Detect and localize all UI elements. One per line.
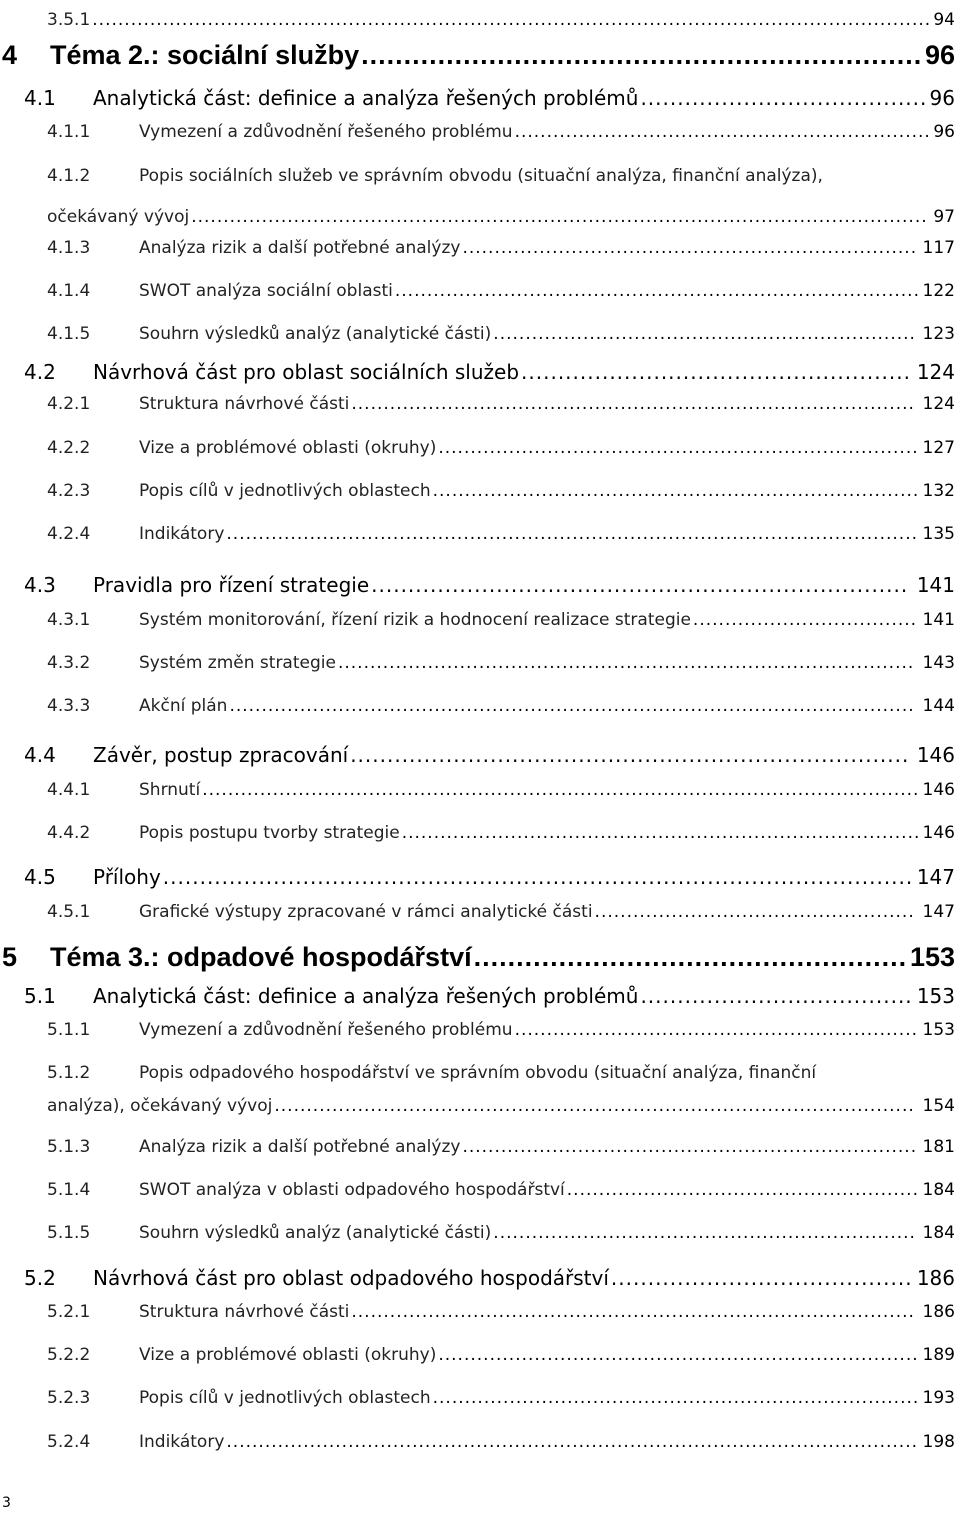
toc-entry-title: Akční plán [139,696,228,716]
toc-entry-number: 5.2.3 [47,1388,91,1408]
toc-entry-title: Popis cílů v jednotlivých oblastech [139,481,431,501]
toc-entry-number: 5 [2,942,18,972]
toc-leader-dots: ............................................................................................................ [226,524,919,544]
toc-entry-number: 5.2.4 [47,1432,91,1452]
toc-entry-continuation[interactable] [0,1086,960,1126]
toc-entry-title: Grafické výstupy zpracované v rámci analytické části [139,902,593,922]
toc-leader-dots: ............................................................................ [432,481,920,501]
toc-entry-number: 4.3.3 [47,696,91,716]
toc-entry-title: Téma 2.: sociální služby [50,40,360,70]
toc-entry-page: 181 [922,1137,955,1157]
toc-entry-number: 4.3.1 [47,610,91,630]
toc-entry-page: 141 [916,573,955,597]
toc-leader-dots: ......................................... [610,1266,913,1290]
toc-leader-dots: ....................................... [640,86,928,110]
toc-entry-page: 153 [922,1020,955,1040]
toc-entry-page: 122 [922,281,955,301]
toc-entry-number: 4.2.1 [47,394,91,414]
toc-leader-dots: ....................................................................... [462,238,918,258]
toc-entry-page: 135 [922,524,955,544]
toc-entry[interactable] [0,813,960,853]
toc-entry-page: 153 [909,942,955,972]
toc-entry[interactable] [0,228,960,268]
toc-entry[interactable] [0,314,960,354]
toc-leader-dots: .................................................................. [361,40,923,70]
toc-entry[interactable] [0,1335,960,1375]
toc-entry-title: Návrhová část pro oblast sociálních služeb [93,360,520,384]
toc-entry[interactable] [0,565,960,605]
toc-leader-dots: ............................................................... [514,1020,919,1040]
toc-entry-number: 4.1.2 [47,166,91,186]
toc-entry[interactable] [0,938,960,978]
toc-entry-number: 3.5.1 [47,10,91,30]
toc-leader-dots: ................................................................................................................................... [92,10,932,30]
toc-entry[interactable] [0,1422,960,1462]
toc-entry-title: Pravidla pro řízení strategie [93,573,370,597]
page-number: 3 [2,1495,11,1511]
toc-leader-dots: ........................................................................................ [351,1302,915,1322]
toc-leader-dots: ........................................................................... [438,438,919,458]
toc-entry-page: 154 [922,1096,955,1116]
toc-entry-page: 184 [922,1223,955,1243]
toc-entry-page: 198 [922,1432,955,1452]
toc-entry-title: Struktura návrhové části [139,1302,350,1322]
toc-entry-number: 4.1.5 [47,324,91,344]
toc-entry-page: 147 [916,865,955,889]
toc-entry-page: 146 [916,743,955,767]
toc-entry[interactable] [0,112,960,152]
toc-leader-dots: .......................................................................................... [337,653,915,673]
toc-leader-dots: ...................................................................................................... [162,865,914,889]
toc-entry-title: Indikátory [139,1432,225,1452]
toc-leader-dots: .................................................................. [493,324,916,344]
toc-entry-number: 4.4 [24,743,56,767]
toc-entry-title: Indikátory [139,524,225,544]
toc-leader-dots: ................................................................................................................ [202,780,920,800]
toc-entry[interactable] [0,0,960,40]
toc-entry-number: 5.1.4 [47,1180,91,1200]
toc-entry-page: 184 [922,1180,955,1200]
toc-entry-page: 143 [922,653,955,673]
toc-entry[interactable] [0,770,960,810]
toc-entry-page: 124 [916,360,955,384]
toc-entry[interactable] [0,1010,960,1050]
toc-entry-title: Popis odpadového hospodářství ve správním obvodu (situační analýza, finanční [139,1063,817,1083]
toc-entry[interactable] [0,428,960,468]
toc-entry-title: Systém změn strategie [139,653,336,673]
toc-entry-number: 4.2.2 [47,438,91,458]
toc-entry-number: 4.5 [24,865,56,889]
toc-entry-title: Návrhová část pro oblast odpadového hospodářství [93,1266,609,1290]
toc-leader-dots: ................................................... [473,942,908,972]
toc-entry-title: SWOT analýza v oblasti odpadového hospodářství [139,1180,565,1200]
toc-entry-title: Vymezení a zdůvodnění řešeného problému [139,1020,513,1040]
toc-entry[interactable] [0,271,960,311]
toc-entry-page: 144 [922,696,955,716]
toc-entry-page: 186 [916,1266,955,1290]
toc-entry-page: 127 [922,438,955,458]
toc-entry-number: 4.3.2 [47,653,91,673]
toc-entry-page: 117 [922,238,955,258]
toc-entry-title-continued: očekávaný vývoj [47,207,190,227]
toc-leader-dots: ............................................................................................................ [226,1432,919,1452]
toc-leader-dots: .................................................................. [493,1223,916,1243]
toc-entry[interactable] [0,1378,960,1418]
toc-leader-dots: ............................................................................ [432,1388,920,1408]
toc-entry-number: 4.2.3 [47,481,91,501]
toc-entry-title: Přílohy [93,865,161,889]
toc-entry-number: 4.1.3 [47,238,91,258]
toc-entry[interactable] [0,156,960,196]
toc-entry-page: 96 [929,86,955,110]
toc-entry-number: 4 [2,40,18,70]
toc-entry-page: 132 [922,481,955,501]
toc-entry-page: 146 [922,823,955,843]
toc-entry-page: 124 [922,394,955,414]
toc-entry-page: 189 [922,1345,955,1365]
toc-entry-title: Systém monitorování, řízení rizik a hodnocení realizace strategie [139,610,691,630]
toc-leader-dots: ............................................................................ [350,743,910,767]
toc-leader-dots: ..................................................... [521,360,911,384]
toc-entry[interactable] [0,1292,960,1332]
toc-entry[interactable] [0,643,960,683]
toc-entry[interactable] [0,471,960,511]
toc-leader-dots: ......................................................................... [371,573,909,597]
toc-leader-dots: .................................................................................. [394,281,920,301]
toc-entry-title: Vize a problémové oblasti (okruhy) [139,438,437,458]
toc-entry-number: 4.2 [24,360,56,384]
toc-entry-number: 4.1.1 [47,122,91,142]
toc-entry-page: 97 [933,207,955,227]
toc-entry-page: 186 [922,1302,955,1322]
toc-entry[interactable] [0,857,960,897]
toc-entry-number: 4.1 [24,86,56,110]
toc-entry-title: Popis cílů v jednotlivých oblastech [139,1388,431,1408]
toc-entry-title: Popis sociálních služeb ve správním obvodu (situační analýza, finanční analýza), [139,166,823,186]
toc-entry-number: 5.2.1 [47,1302,91,1322]
toc-entry[interactable] [0,892,960,932]
toc-entry-number: 5.1.5 [47,1223,91,1243]
toc-entry-number: 5.1.1 [47,1020,91,1040]
toc-entry-number: 4.4.1 [47,780,91,800]
toc-leader-dots: .................................................................................................... [274,1096,915,1116]
toc-entry-title: Analýza rizik a další potřebné analýzy [139,238,461,258]
toc-entry-title: Popis postupu tvorby strategie [139,823,400,843]
toc-leader-dots: ........................................................................................ [351,394,915,414]
toc-entry-title: Souhrn výsledků analýz (analytické části) [139,1223,492,1243]
toc-entry-page: 193 [922,1388,955,1408]
toc-entry-title-continued: analýza), očekávaný vývoj [47,1096,273,1116]
toc-leader-dots: ........................................................................................................... [229,696,915,716]
toc-entry-title: Vymezení a zdůvodnění řešeného problému [139,122,513,142]
toc-entry-number: 4.3 [24,573,56,597]
toc-entry-title: Téma 3.: odpadové hospodářství [50,942,472,972]
toc-entry-title: Analytická část: definice a analýza řešených problémů [93,86,639,110]
toc-entry-title: Závěr, postup zpracování [93,743,349,767]
toc-leader-dots: ........................................................................... [438,1345,919,1365]
toc-leader-dots: ................................................................................................................... [191,207,928,227]
toc-entry-title: Analytická část: definice a analýza řešených problémů [93,984,639,1008]
toc-entry-number: 5.2 [24,1266,56,1290]
toc-entry-number: 4.4.2 [47,823,91,843]
toc-entry[interactable] [0,1213,960,1253]
toc-leader-dots: ................................................................. [514,122,931,142]
toc-leader-dots: ................................... [692,610,918,630]
toc-entry-number: 5.1 [24,984,56,1008]
toc-entry-page: 94 [933,10,955,30]
toc-entry[interactable] [0,735,960,775]
toc-leader-dots: .................................................. [594,902,915,922]
toc-entry-page: 153 [916,984,955,1008]
toc-leader-dots: ................................................................................. [401,823,921,843]
toc-leader-dots: ....................................................... [566,1180,919,1200]
toc-entry-page: 141 [922,610,955,630]
toc-leader-dots: ....................................................................... [462,1137,918,1157]
toc-entry-number: 4.2.4 [47,524,91,544]
toc-entry-page: 96 [933,122,955,142]
toc-entry-page: 147 [922,902,955,922]
toc-entry-title: Shrnutí [139,780,201,800]
toc-entry-number: 5.1.2 [47,1063,91,1083]
toc-entry-title: Souhrn výsledků analýz (analytické části) [139,324,492,344]
toc-entry-number: 4.5.1 [47,902,91,922]
toc-entry-number: 5.2.2 [47,1345,91,1365]
toc-entry-title: Analýza rizik a další potřebné analýzy [139,1137,461,1157]
toc-entry[interactable] [0,686,960,726]
toc-entry-page: 146 [922,780,955,800]
toc-entry-page: 123 [922,324,955,344]
toc-entry[interactable] [0,1127,960,1167]
toc-leader-dots: ..................................... [640,984,913,1008]
toc-entry[interactable] [0,1170,960,1210]
toc-entry-title: Vize a problémové oblasti (okruhy) [139,1345,437,1365]
toc-entry[interactable] [0,600,960,640]
toc-entry-number: 4.1.4 [47,281,91,301]
toc-entry[interactable] [0,36,960,76]
toc-entry-page: 96 [924,40,955,70]
toc-entry[interactable] [0,514,960,554]
toc-entry[interactable] [0,384,960,424]
toc-entry-title: Struktura návrhové části [139,394,350,414]
toc-entry-number: 5.1.3 [47,1137,91,1157]
toc-entry-title: SWOT analýza sociální oblasti [139,281,393,301]
